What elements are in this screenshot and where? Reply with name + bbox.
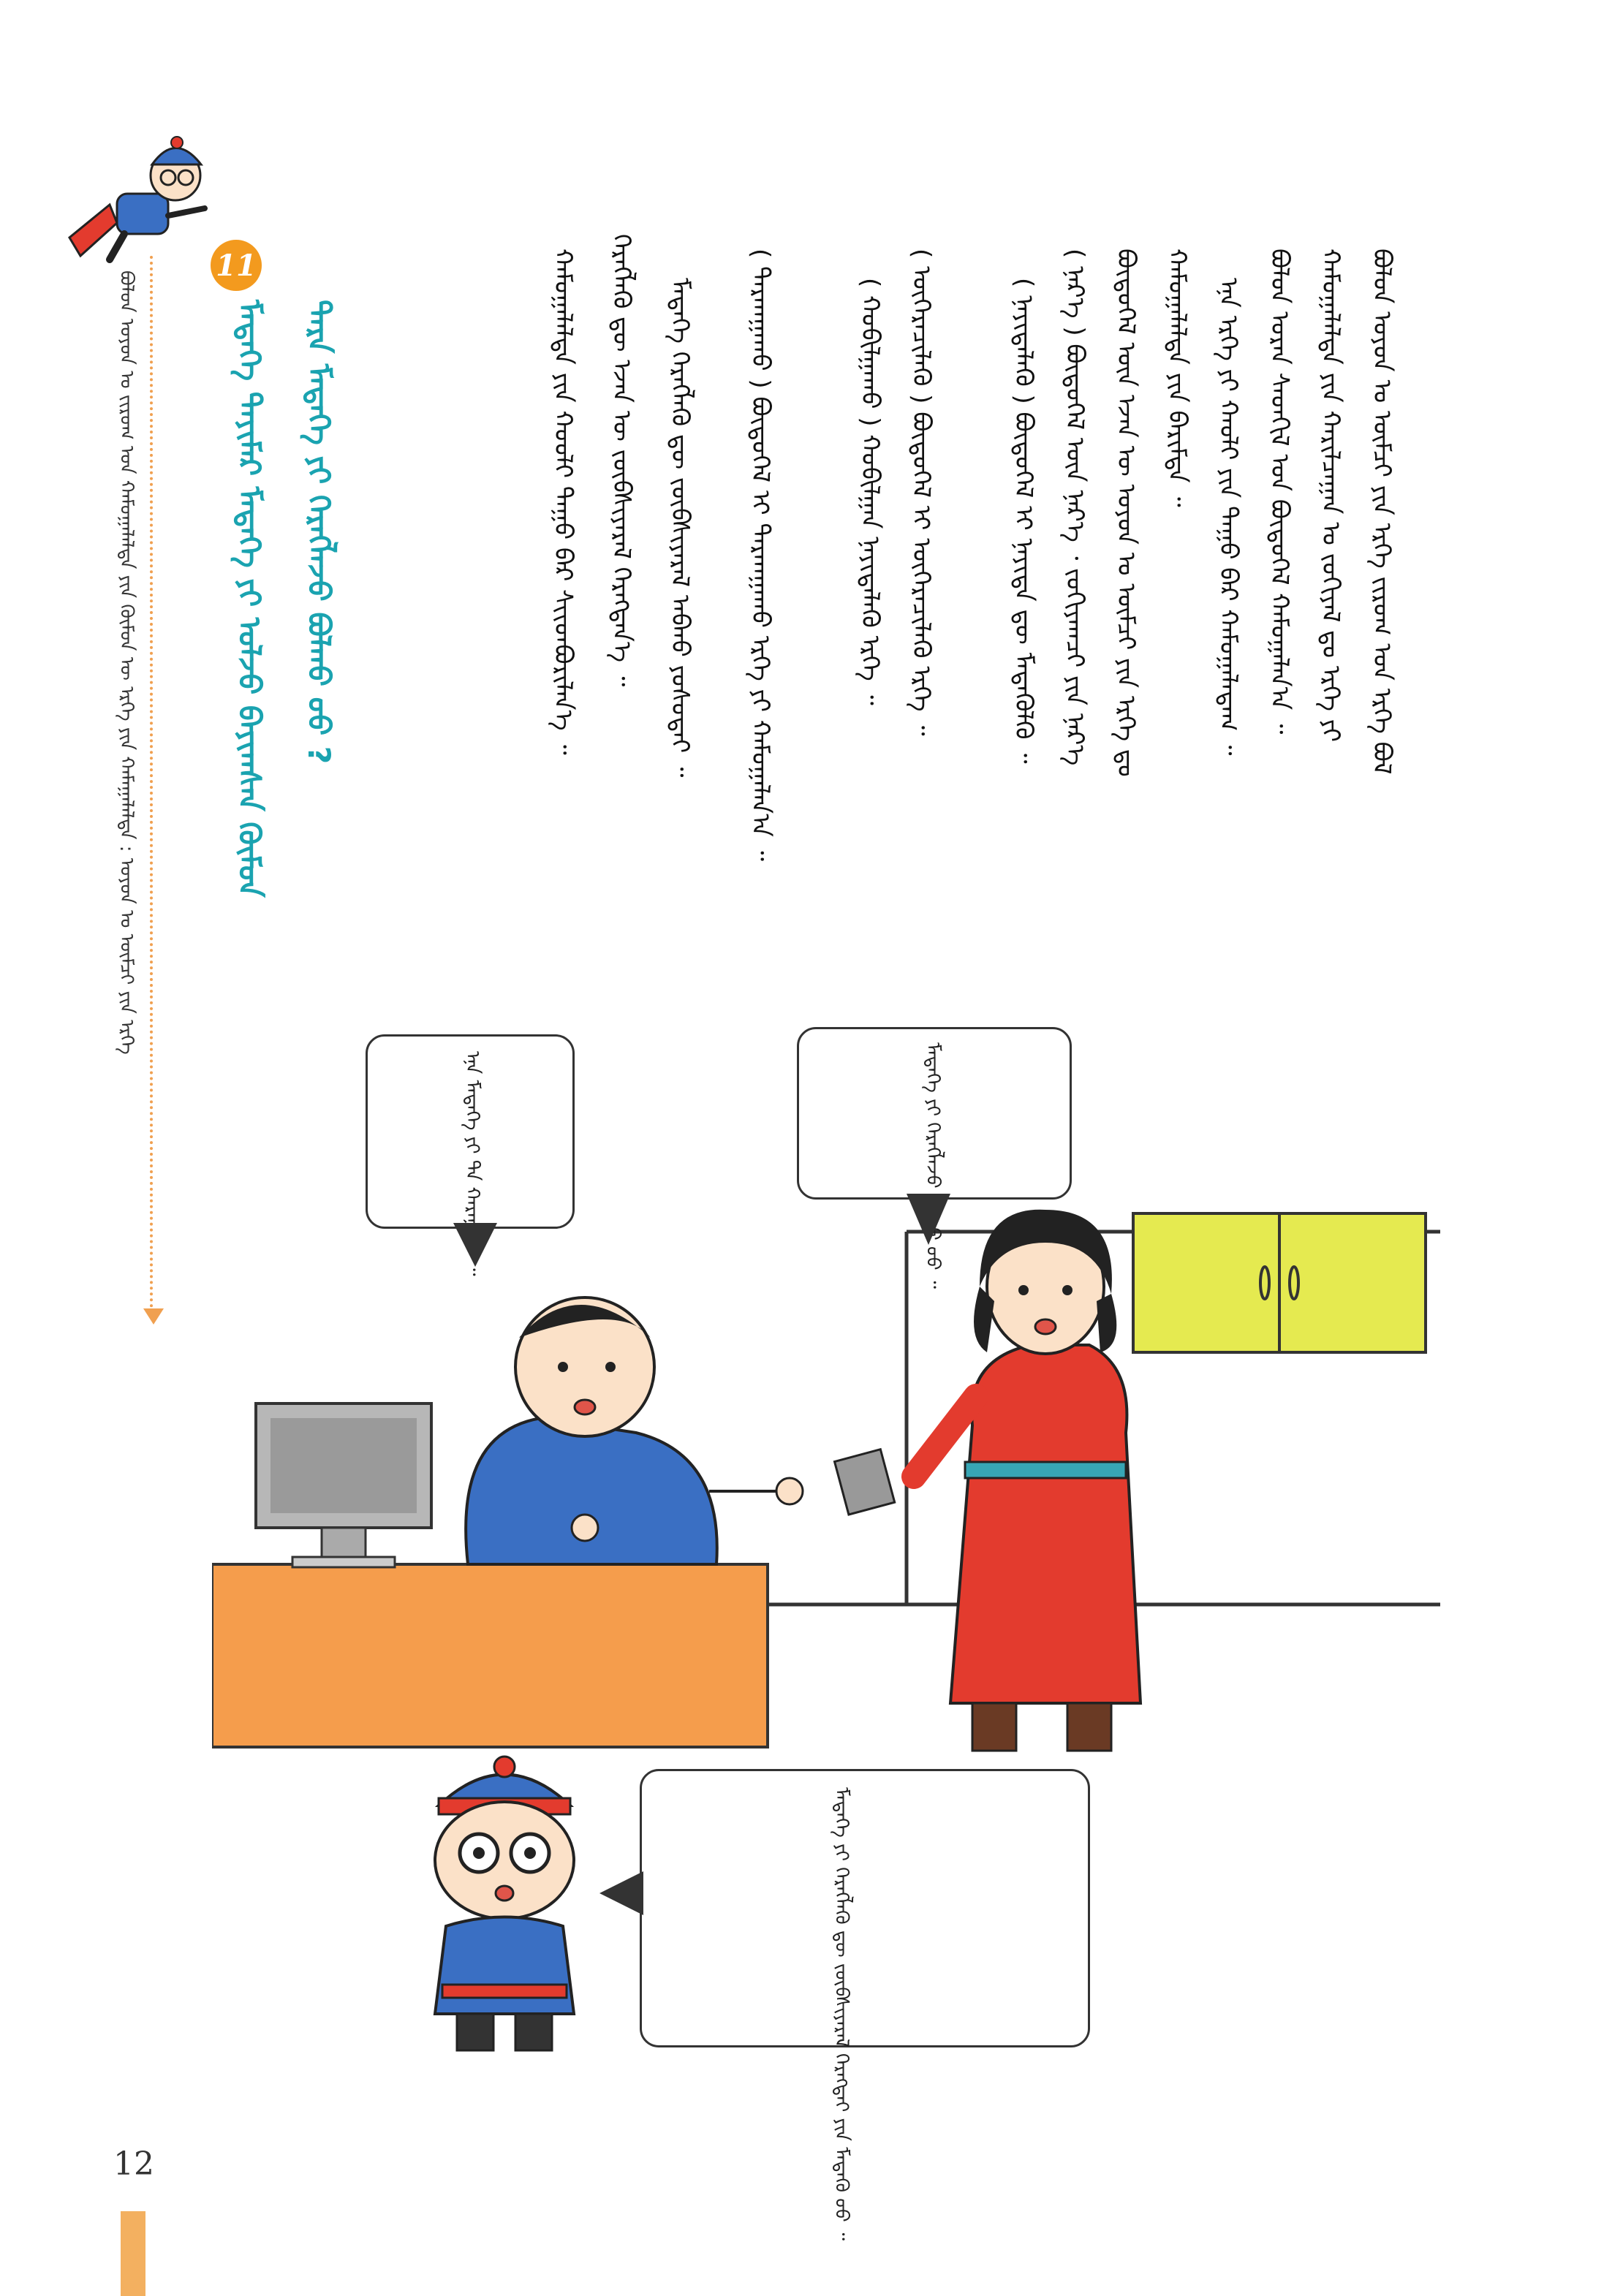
question-number-badge: 11 xyxy=(211,240,262,291)
body-line: ( ᠬᠤᠪᠢᠯᠭᠠᠬᠤ ) ᠬᠤᠪᠢᠯᠭᠠᠨ ᠨᠡᠶᠢᠲᠡᠯᠡᠬᠦ ᠡᠷᠬᠡ ᠃ xyxy=(855,278,885,705)
clerk-speech-bubble xyxy=(797,1027,1072,1289)
teacher-speech-text: ᠡᠨᠡ ᠮᠡᠳᠡᠭᠡ ᠶᠢ ᠲᠠ ᠬᠠᠷᠠᠭᠠᠷᠠᠢ ᠃ xyxy=(461,1051,483,1276)
body-line: ᠬᠠᠮᠤᠭᠠᠯᠠᠯᠲᠠ ᠶᠢᠨ ᠬᠠᠷᠢᠯᠴᠠᠭᠠᠨ ᠤ ᠵᠣᠬᠢᠶᠠᠯ ᠳᠤ ᠡᠷᠬᠡ ᠶᠢ xyxy=(1316,249,1345,743)
body-line: ᠪᠣᠯᠣᠨ ᠣᠶᠤᠨ ᠤ ᠥᠮᠴᠢ ᠶᠢᠨ ᠡᠷᠬᠡ ᠵᠢᠷᠤᠭ ᠤᠨ ᠡᠷᠬᠡ ᠪᠣᠯ xyxy=(1367,249,1396,775)
body-line: ᠬᠠᠮᠤᠭᠠᠯᠠᠯᠲᠠ ᠶᠢᠨ ᠬᠤᠤᠯᠢ ᠳᠠᠭᠤ ᠪᠡᠷ ᠰᠢᠢᠳᠪᠦᠷᠢᠯᠡᠨ᠎ᠡ ᠃ xyxy=(548,249,578,755)
clerk-speech-text: ᠮᠡᠳᠡᠭᠡ ᠶᠢ ᠬᠡᠷᠡᠭᠯᠡᠵᠦ ᠪᠣᠯᠬᠤ ᠤᠤ ᠃ xyxy=(922,1042,944,1289)
running-header: ᠪᠣᠯᠣᠨ ᠣᠶᠤᠨ ᠤ ᠵᠢᠷᠤᠭ ᠤᠨ ᠬᠠᠮᠤᠭᠠᠯᠠᠯᠲᠠ ᠶᠢᠨ ᠬᠦᠮᠦᠨ ᠦ ᠡᠷᠬᠡ ᠶᠢᠨ ᠬᠠᠮᠠᠭᠠᠯᠠᠯᠲᠠ : ᠣᠶᠤᠨ ᠤ ᠥᠮᠴᠢ ᠶᠢᠨ ᠡᠷᠬᠡ xyxy=(116,270,137,1055)
flying-mascot-illustration xyxy=(66,135,219,274)
header-dotted-rule xyxy=(150,256,153,1308)
teacher-bubble-tail-icon xyxy=(453,1223,497,1267)
body-line: ᠬᠠᠮᠤᠭᠠᠯᠠᠯᠲᠠ ᠶᠢᠨ ᠪᠠᠷᠢᠮᠲᠠ ᠃ xyxy=(1162,249,1192,507)
body-line: ( ᠨᠡᠷ᠎ᠡ ) ᠪᠦᠲᠦᠭᠡᠯ ᠦᠨ ᠨᠡᠷ᠎ᠡ ᠂ ᠵᠣᠬᠢᠶᠠᠭᠴᠢ ᠶᠢᠨ ᠨᠡᠷ᠎ᠡ xyxy=(1060,249,1089,766)
kid-speech-text: ᠮᠡᠳᠡᠭᠡ ᠶᠢ ᠬᠡᠷᠡᠭᠯᠡᠬᠦ ᠳᠦ ᠵᠥᠪᠰᠢᠶᠡᠷᠡᠯ ᠬᠡᠷᠡᠭᠲᠡᠢ ᠶᠢᠨ ᠮᠡᠳᠡᠬᠦ ᠦᠦ ᠃ xyxy=(831,1787,852,2241)
body-line: ( ᠨᠡᠶᠢᠲᠡᠯᠡᠬᠦ ) ᠪᠦᠲᠦᠭᠡᠯ ᠢ ᠨᠡᠶᠢᠲᠡ ᠳᠦ ᠮᠡᠳᠡᠭᠦᠯᠬᠦ ᠃ xyxy=(1009,278,1038,764)
header-arrow-icon xyxy=(143,1308,164,1325)
page-number: 12 xyxy=(113,2145,154,2183)
body-line: ᠮᠡᠳᠡᠭᠡ ᠬᠡᠷᠡᠭᠯᠡᠬᠦ ᠳᠦ ᠵᠥᠪᠰᠢᠶᠡᠷᠡᠯ ᠠᠪᠬᠤ ᠶᠣᠰᠣᠲᠠᠢ ᠃ xyxy=(665,278,695,778)
question-line-1: ᠮᠡᠳᠡᠭᠡ ᠲᠡᠶᠢᠮᠡᠷ ᠮᠡᠳᠡᠭᠡ ᠶᠢ ᠣᠯᠵᠤ ᠪᠠᠶᠢᠭᠰᠠᠨ ᠬᠦᠮᠦᠨ xyxy=(232,300,268,898)
page-tab-marker xyxy=(121,2211,145,2296)
kid-mascot-illustration xyxy=(395,1751,614,2065)
body-line: ( ᠲᠠᠷᠬᠠᠭᠠᠬᠤ ) ᠪᠦᠲᠦᠭᠡᠯ ᠢ ᠲᠠᠷᠬᠠᠭᠠᠬᠤ ᠡᠷᠬᠡ ᠶᠢ ᠬᠠᠮᠤᠭᠠᠯᠠᠨ᠎ᠠ ᠃ xyxy=(746,249,775,861)
body-line: ( ᠥᠭᠡᠷᠡᠴᠢᠯᠡᠬᠦ ) ᠪᠦᠲᠦᠭᠡᠯ ᠢ ᠥᠭᠡᠷᠡᠴᠢᠯᠡᠬᠦ ᠡᠷᠬᠡ ᠃ xyxy=(907,249,936,736)
body-line: ᠪᠦᠲᠦᠭᠡᠯ ᠦᠨ ᠡᠵᠡᠨ ᠦ ᠣᠶᠤᠨ ᠤ ᠥᠮᠴᠢ ᠶᠢᠨ ᠡᠷᠬᠡ ᠳᠤ xyxy=(1111,249,1140,777)
kid-speech-bubble xyxy=(640,1769,1090,2241)
teacher-speech-bubble xyxy=(366,1034,575,1276)
clerk-bubble-tail-icon xyxy=(907,1194,950,1245)
question-line-2: ᠲᠡᠷᠡ ᠮᠡᠳᠡᠭᠡ ᠶᠢ ᠬᠡᠷᠡᠭᠯᠡᠵᠦ ᠪᠣᠯᠬᠤ ᠤᠤ ? xyxy=(301,300,337,765)
body-line: ᠬᠡᠷᠡᠭᠯᠡᠬᠦ ᠳᠦ ᠡᠵᠡᠨ ᠦ ᠵᠥᠪᠰᠢᠶᠡᠷᠡᠯ ᠬᠡᠷᠡᠭᠳᠡᠨ᠎ᠡ ᠃ xyxy=(607,234,636,687)
body-line: ᠪᠣᠯᠣᠨ ᠤᠷᠠᠨ ᠰᠡᠳᠬᠢᠯ ᠤᠨ ᠪᠦᠲᠦᠭᠡᠯ ᠬᠠᠮᠤᠭᠠᠯᠠᠨ᠎ᠠ ᠃ xyxy=(1265,249,1294,735)
body-line: ᠡᠨᠡ ᠡᠷᠬᠡ ᠶᠢ ᠬᠠᠤᠯᠢ ᠶᠢᠨ ᠳᠠᠭᠤ ᠪᠡᠷ ᠬᠠᠮᠤᠭᠠᠯᠠᠳᠠᠭ ᠃ xyxy=(1214,278,1243,756)
